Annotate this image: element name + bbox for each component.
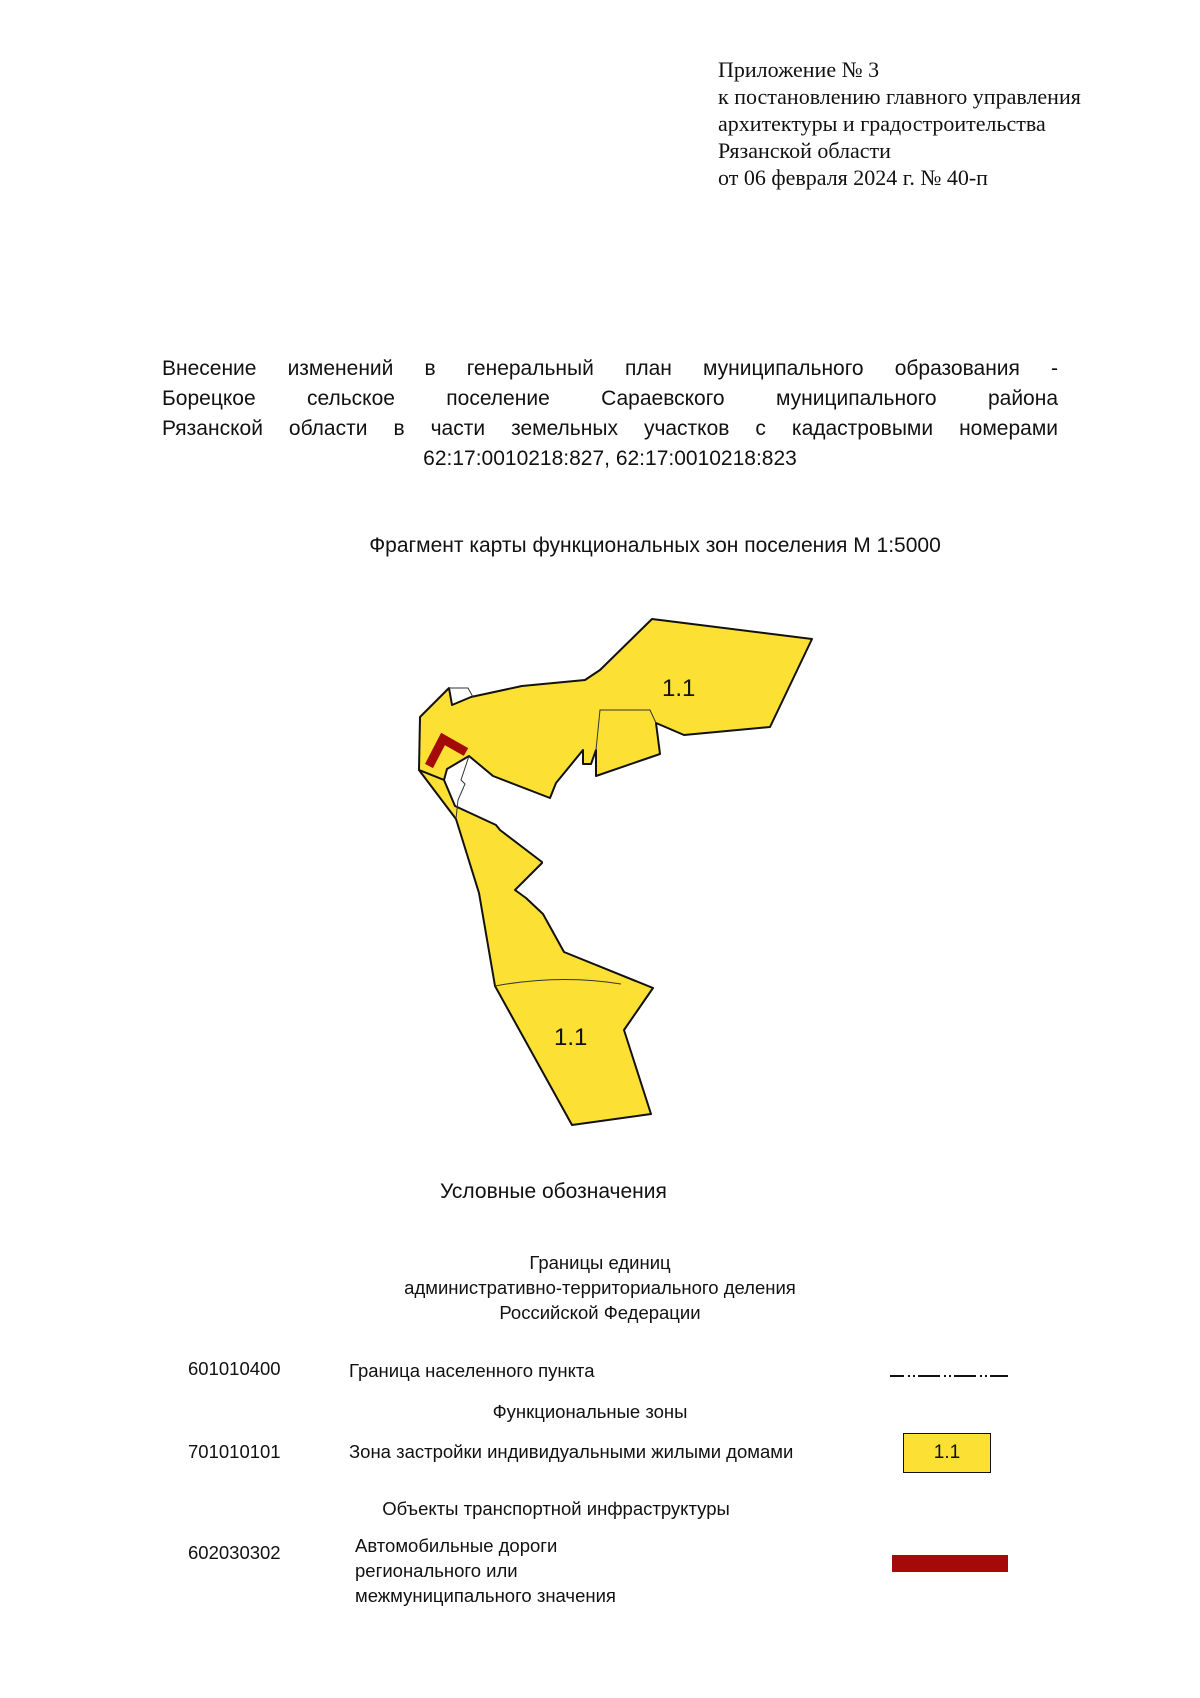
appendix-line: от 06 февраля 2024 г. № 40-п <box>718 165 988 190</box>
appendix-line: архитектуры и градостроительства <box>718 111 1046 136</box>
boundary-line-symbol <box>890 1372 1008 1380</box>
legend-item-code: 601010400 <box>188 1358 281 1379</box>
zone-label: 1.1 <box>662 675 696 702</box>
zone-polygon-north <box>419 619 812 798</box>
legend-section-heading <box>440 1399 740 1424</box>
legend-item-desc <box>355 1533 616 1608</box>
legend-title: Условные обозначения <box>440 1180 667 1203</box>
title-line: 62:17:0010218:827, 62:17:0010218:823 <box>423 447 797 470</box>
heading-line: Функциональные зоны <box>492 1401 688 1422</box>
heading-line: Российской Федерации <box>499 1302 701 1323</box>
appendix-line: к постановлению главного управления <box>718 84 1081 109</box>
appendix-line: Приложение № 3 <box>718 57 880 82</box>
appendix-line: Рязанской области <box>718 138 891 163</box>
parcel-line <box>449 688 473 697</box>
heading-line: Объекты транспортной инфраструктуры <box>382 1498 730 1519</box>
legend-item-desc: Граница населенного пункта <box>349 1360 595 1381</box>
legend-item-code: 602030302 <box>188 1542 281 1563</box>
title-line: Рязанской области в части земельных участков с кадастровыми номерами <box>162 417 1058 440</box>
zone-label: 1.1 <box>554 1024 588 1051</box>
zone-polygon-south <box>419 770 653 1125</box>
map-caption: Фрагмент карты функциональных зон поселения М 1:5000 <box>369 534 941 557</box>
desc-line: регионального или <box>355 1560 518 1581</box>
title-line: Внесение изменений в генеральный план муниципального образования - <box>162 357 1058 380</box>
heading-line: административно-территориального деления <box>404 1277 796 1298</box>
road-symbol <box>892 1555 1008 1572</box>
title-line: Борецкое сельское поселение Сараевского муниципального района <box>162 387 1058 410</box>
heading-line: Границы единиц <box>529 1252 671 1273</box>
desc-line: Автомобильные дороги <box>355 1535 558 1556</box>
legend-item-desc: Зона застройки индивидуальными жилыми домами <box>349 1441 794 1462</box>
legend-item-code: 701010101 <box>188 1441 281 1462</box>
zone-symbol-label: 1.1 <box>933 1442 961 1463</box>
legend-section-heading <box>356 1496 756 1521</box>
zone-symbol-box <box>903 1433 991 1473</box>
legend-section-heading <box>360 1250 840 1325</box>
desc-line: межмуниципального значения <box>355 1585 616 1606</box>
